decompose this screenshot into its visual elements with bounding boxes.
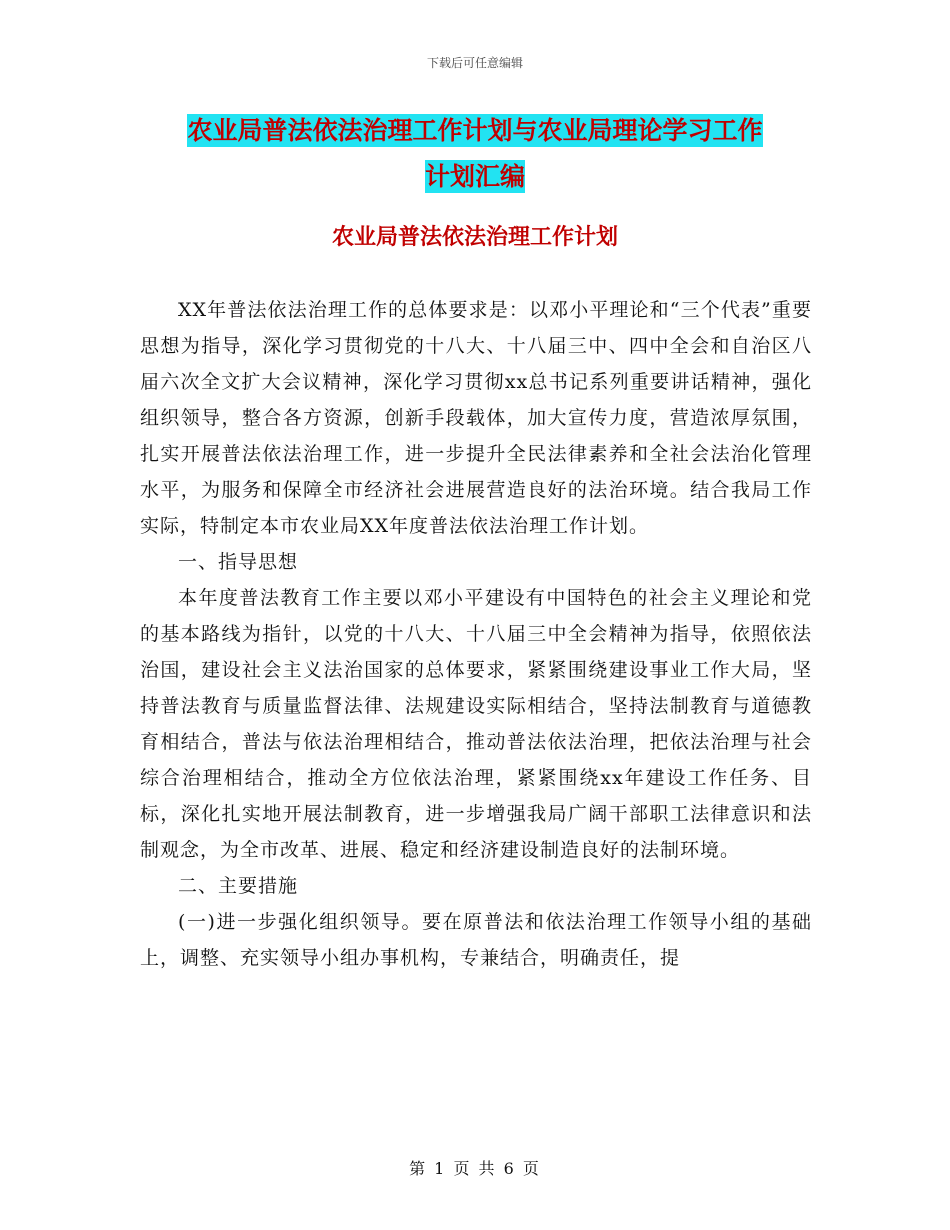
- paragraph-measure-1: (一)进一步强化组织领导。要在原普法和依法治理工作领导小组的基础上，调整、充实领导小组办事机构，专兼结合，明确责任，提: [140, 911, 812, 969]
- paragraph-guiding-ideology: 本年度普法教育工作主要以邓小平建设有中国特色的社会主义理论和党的基本路线为指针，以党的十八大、十八届三中全会精神为指导，依照依法治国，建设社会主义法治国家的总体要求，紧紧围绕建设事业工作大局，坚持普法教育与质量监督法律、法规建设实际相结合，坚持法制教育与道德教育相结合，普法与依法治理相结合，推动普法依法治理，把依法治理与社会综合治理相结合，推动全方位依法治理，紧紧围绕xx年建设工作任务、目标，深化扎实地开展法制教育，进一步增强我局广阔干部职工法律意识和法制观念，为全市改革、进展、稳定和经济建设制造良好的法制环境。: [140, 587, 812, 861]
- title-line-1: 农业局普法依法治理工作计划与农业局理论学习工作: [187, 116, 763, 145]
- heading-guiding-ideology: 一、指导思想: [178, 551, 299, 573]
- heading-main-measures: 二、主要措施: [178, 875, 299, 897]
- paragraph-intro: XX年普法依法治理工作的总体要求是：以邓小平理论和“三个代表”重要思想为指导，深化学习贯彻党的十八大、十八届三中、四中全会和自治区八届六次全文扩大会议精神，深化学习贯彻xx总书记系列重要讲话精神，强化组织领导，整合各方资源，创新手段载体，加大宣传力度，营造浓厚氛围，扎实开展普法依法治理工作，进一步提升全民法律素养和全社会法治化管理水平，为服务和保障全市经济社会进展营造良好的法治环境。结合我局工作实际，特制定本市农业局XX年度普法依法治理工作计划。: [140, 299, 812, 537]
- section-title: 农业局普法依法治理工作计划: [331, 224, 618, 250]
- title-line-2: 计划汇编: [424, 162, 525, 191]
- document-title: [140, 108, 810, 200]
- document-body: [140, 292, 812, 976]
- page-footer: 第 1 页 共 6 页: [409, 1159, 541, 1178]
- header-note: 下载后可任意编辑: [426, 56, 523, 70]
